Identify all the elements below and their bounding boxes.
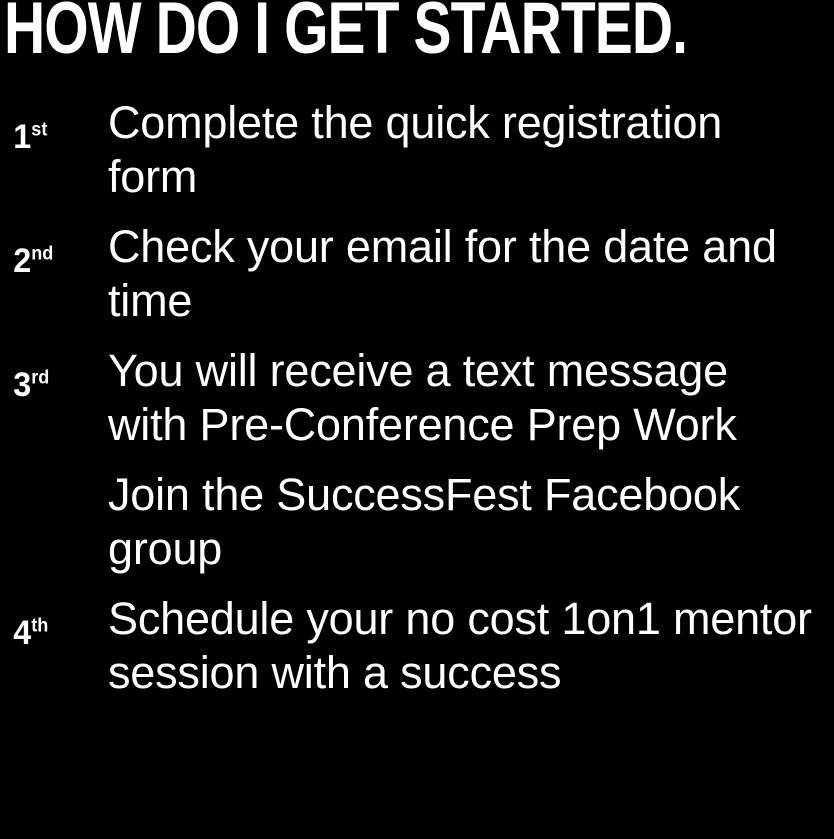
page-title: HOW DO I GET STARTED. — [4, 0, 688, 70]
step-number-digit: 3 — [13, 366, 32, 404]
step-number — [0, 120, 103, 154]
list-item — [0, 592, 834, 700]
step-text: Join the SuccessFest Facebook group — [108, 469, 741, 574]
step-text: Check your email for the date and time — [108, 221, 777, 326]
step-number-digit: 1 — [13, 118, 32, 156]
list-item — [0, 220, 834, 328]
step-number — [0, 244, 103, 278]
steps-list — [0, 96, 834, 716]
step-number — [0, 368, 103, 402]
step-text: Complete the quick registration form — [108, 97, 723, 202]
step-number — [0, 616, 103, 650]
step-number-ordinal: st — [31, 119, 48, 141]
list-item — [0, 96, 834, 204]
list-item — [0, 468, 834, 576]
step-number-ordinal: rd — [31, 367, 50, 389]
step-text: Schedule your no cost 1on1 mentor session with a success — [108, 593, 812, 698]
list-item — [0, 344, 834, 452]
step-number-digit: 4 — [13, 614, 32, 652]
step-text: You will receive a text message with Pre-Conference Prep Work — [108, 345, 737, 450]
step-number-digit: 2 — [13, 242, 32, 280]
step-number-ordinal: th — [31, 615, 49, 637]
step-number-ordinal: nd — [31, 243, 54, 265]
